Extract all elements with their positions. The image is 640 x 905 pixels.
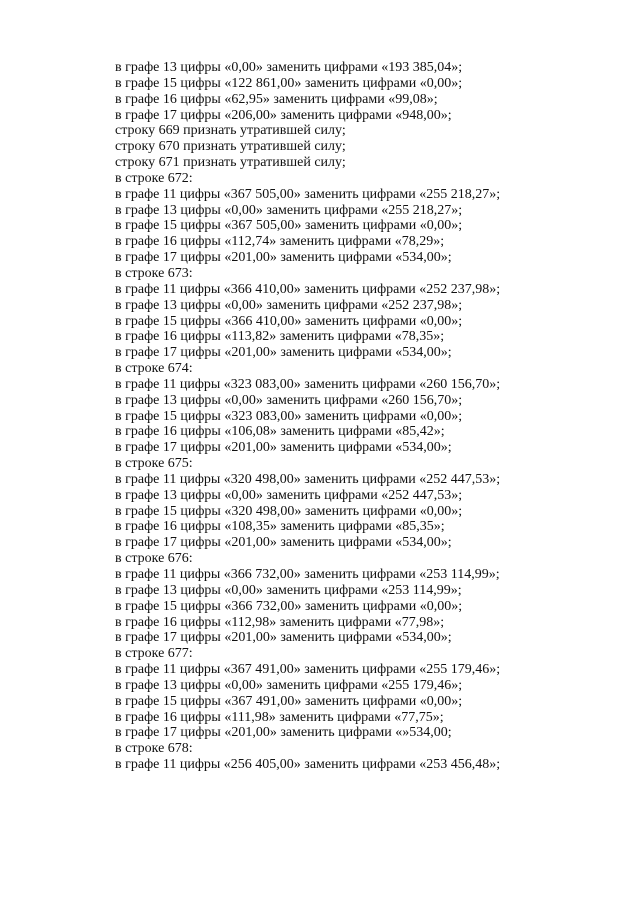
document-line: в графе 17 цифры «201,00» заменить цифрами «»534,00;: [115, 725, 452, 741]
document-line: в графе 17 цифры «206,00» заменить цифрами «948,00»;: [115, 107, 452, 123]
document-line: в графе 13 цифры «0,00» заменить цифрами «255 218,27»;: [115, 202, 463, 218]
document-line: в графе 16 цифры «111,98» заменить цифрами «77,75»;: [115, 709, 444, 725]
document-line: в графе 16 цифры «112,74» заменить цифрами «78,29»;: [115, 234, 445, 250]
document-line: в графе 15 цифры «320 498,00» заменить цифрами «0,00»;: [115, 503, 463, 519]
document-line: в графе 15 цифры «366 732,00» заменить цифрами «0,00»;: [115, 598, 463, 614]
document-line: в строке 678:: [115, 741, 193, 757]
document-line: строку 671 признать утратившей силу;: [115, 155, 346, 171]
document-line: в графе 13 цифры «0,00» заменить цифрами «255 179,46»;: [115, 677, 463, 693]
document-line: в графе 13 цифры «0,00» заменить цифрами «260 156,70»;: [115, 392, 463, 408]
document-line: в графе 11 цифры «256 405,00» заменить цифрами «253 456,48»;: [115, 757, 501, 773]
document-line: в графе 11 цифры «320 498,00» заменить цифрами «252 447,53»;: [115, 471, 501, 487]
document-line: в строке 677:: [115, 646, 193, 662]
document-line: в графе 17 цифры «201,00» заменить цифрами «534,00»;: [115, 250, 452, 266]
document-text: [115, 60, 615, 773]
document-line: в графе 11 цифры «367 491,00» заменить цифрами «255 179,46»;: [115, 662, 501, 678]
document-line: в строке 673:: [115, 265, 193, 281]
document-line: в графе 11 цифры «366 410,00» заменить цифрами «252 237,98»;: [115, 281, 501, 297]
document-line: в графе 11 цифры «366 732,00» заменить цифрами «253 114,99»;: [115, 567, 500, 582]
document-line: строку 669 признать утратившей силу;: [115, 123, 346, 139]
document-line: в графе 16 цифры «112,98» заменить цифрами «77,98»;: [115, 614, 445, 630]
document-line: в графе 13 цифры «0,00» заменить цифрами «253 114,99»;: [115, 582, 462, 598]
document-line: в графе 17 цифры «201,00» заменить цифрами «534,00»;: [115, 345, 452, 361]
document-line: в строке 676:: [115, 551, 193, 567]
document-line: в графе 11 цифры «323 083,00» заменить цифрами «260 156,70»;: [115, 376, 501, 392]
document-line: в графе 15 цифры «367 505,00» заменить цифрами «0,00»;: [115, 218, 463, 234]
document-line: в графе 13 цифры «0,00» заменить цифрами «252 447,53»;: [115, 487, 463, 503]
document-line: в графе 16 цифры «113,82» заменить цифрами «78,35»;: [115, 329, 445, 345]
document-line: в графе 15 цифры «367 491,00» заменить цифрами «0,00»;: [115, 693, 463, 709]
document-line: в графе 11 цифры «367 505,00» заменить цифрами «255 218,27»;: [115, 186, 501, 202]
document-line: в строке 672:: [115, 170, 193, 186]
document-line: в графе 17 цифры «201,00» заменить цифрами «534,00»;: [115, 535, 452, 551]
document-line: в графе 15 цифры «366 410,00» заменить цифрами «0,00»;: [115, 313, 463, 329]
document-line: в графе 17 цифры «201,00» заменить цифрами «534,00»;: [115, 440, 452, 456]
document-line: в строке 674:: [115, 361, 193, 377]
document-line: в графе 13 цифры «0,00» заменить цифрами «193 385,04»;: [115, 60, 463, 75]
document-line: в графе 16 цифры «108,35» заменить цифрами «85,35»;: [115, 519, 445, 535]
document-line: в графе 16 цифры «62,95» заменить цифрами «99,08»;: [115, 91, 438, 107]
document-line: в строке 675:: [115, 456, 193, 472]
document-line: в графе 15 цифры «323 083,00» заменить цифрами «0,00»;: [115, 408, 463, 424]
document-line: в графе 13 цифры «0,00» заменить цифрами «252 237,98»;: [115, 297, 463, 313]
document-line: в графе 17 цифры «201,00» заменить цифрами «534,00»;: [115, 630, 452, 646]
document-line: строку 670 признать утратившей силу;: [115, 139, 346, 155]
document-line: в графе 15 цифры «122 861,00» заменить цифрами «0,00»;: [115, 75, 463, 91]
document-line: в графе 16 цифры «106,08» заменить цифрами «85,42»;: [115, 424, 445, 440]
